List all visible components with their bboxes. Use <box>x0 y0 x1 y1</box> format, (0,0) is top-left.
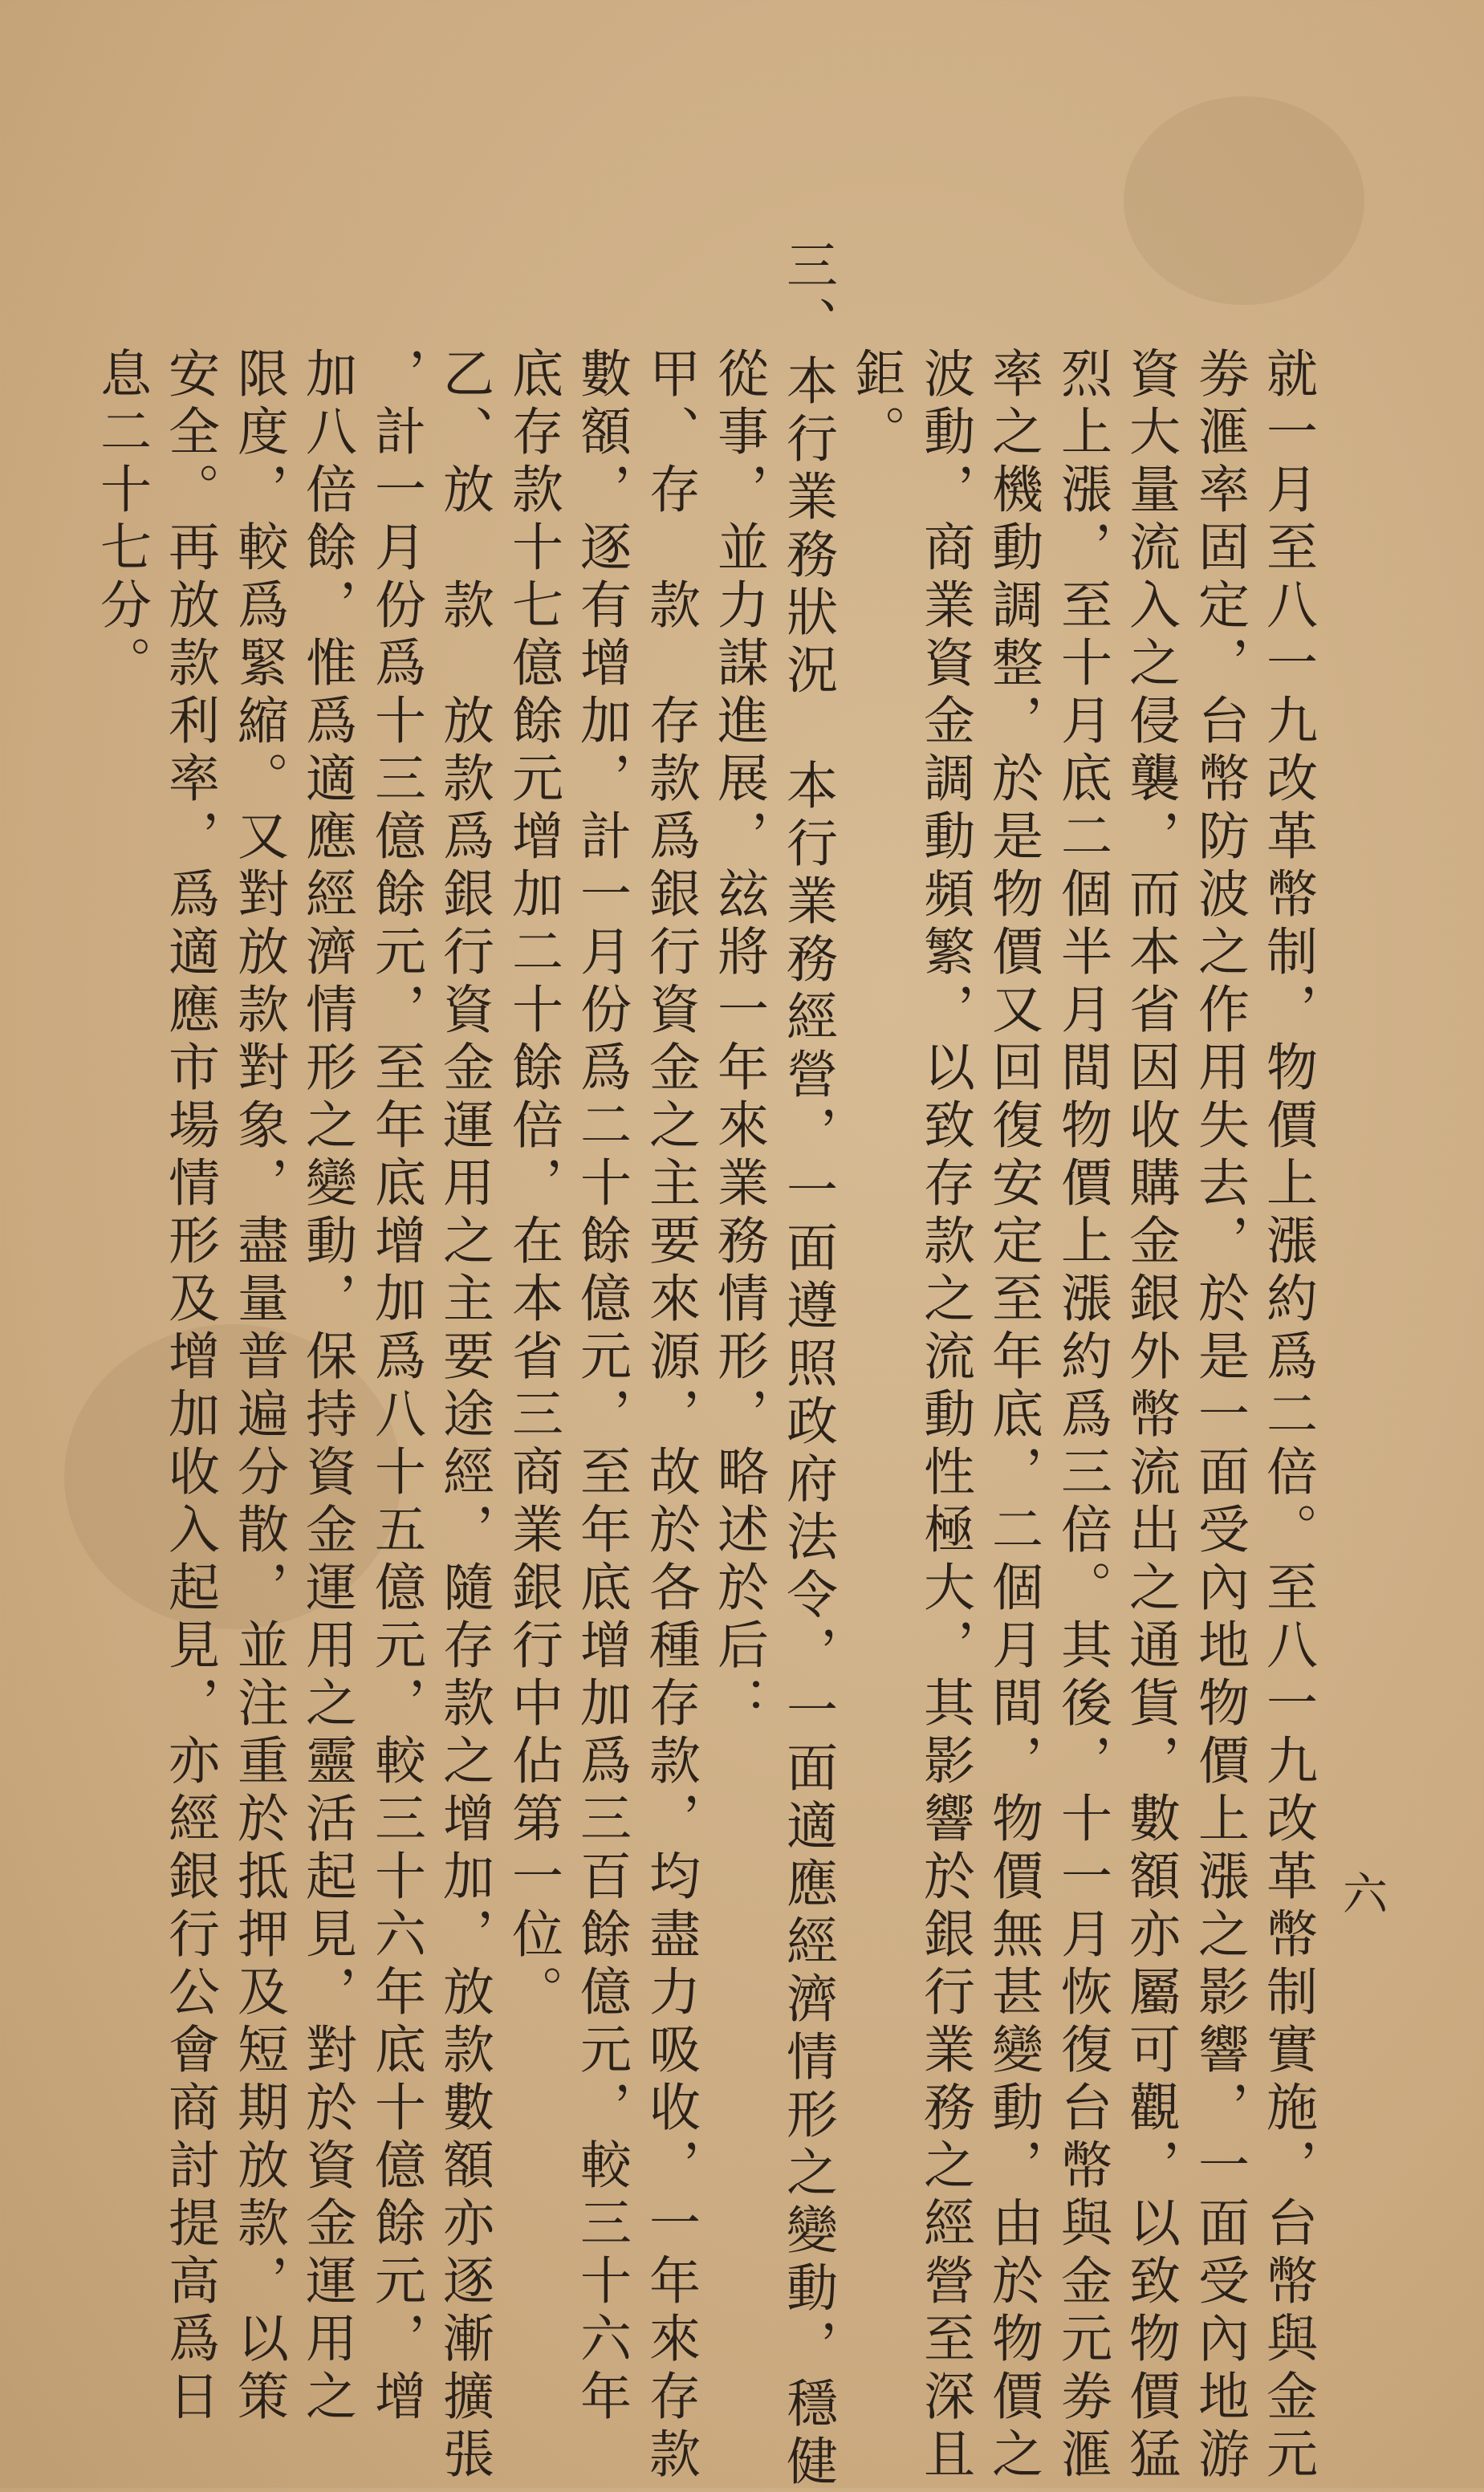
text-column: 波動，商業資金調動頻繁，以致存款之流動性極大，其影響於銀行業務之經營至深且 <box>915 347 974 2485</box>
page-number: 六 <box>1336 1870 1388 1915</box>
text-column: 率之機動調整，於是物價又回復安定至年底，二個月間，物價無甚變動，由於物價之 <box>983 347 1043 2485</box>
text-column: 鉅。 <box>846 347 905 462</box>
text-column: 劵滙率固定，台幣防波之作用失去，於是一面受內地物價上漲之影響，一面受內地游 <box>1189 347 1249 2485</box>
text-column: 數額，逐有增加，計一月份爲二十餘億元，至年底增加爲三百餘億元，較三十六年 <box>571 347 631 2427</box>
text-column: 加八倍餘，惟爲適應經濟情形之變動，保持資金運用之靈活起見，對於資金運用之 <box>297 347 356 2427</box>
text-column: 安全。再放款利率，爲適應市場情形及增加收入起見，亦經銀行公會商討提高爲日 <box>160 347 219 2427</box>
text-column: 就一月至八一九改革幣制，物價上漲約爲二倍。至八一九改革幣制實施，台幣與金元 <box>1258 347 1317 2485</box>
text-column: 烈上漲，至十月底二個半月間物價上漲約爲三倍。其後，十一月恢復台幣與金元劵滙 <box>1052 347 1112 2485</box>
section-heading-column: 三、本行業務狀況 本行業務經營，一面遵照政府法令，一面適應經濟情形之變動，穩健 <box>778 238 837 2492</box>
text-column: 資大量流入之侵襲，而本省因收購金銀外幣流出之通貨，數額亦屬可觀，以致物價猛 <box>1120 347 1180 2485</box>
text-column: 息二十七分。 <box>91 347 151 693</box>
subsection-loans-column: 乙、放 款 放款爲銀行資金運用之主要途經，隨存款之增加，放款數額亦逐漸擴張 <box>434 347 494 2485</box>
text-column: 底存款十七億餘元增加二十餘倍，在本省三商業銀行中佔第一位。 <box>503 347 563 2022</box>
text-column: 限度，較爲緊縮。又對放款對象，盡量普遍分散，並注重於抵押及短期放款，以策 <box>229 347 288 2427</box>
text-column: 從事，並力謀進展，玆將一年來業務情形，略述於后： <box>709 347 768 1734</box>
subsection-deposits-column: 甲、存 款 存款爲銀行資金之主要來源，故於各種存款，均盡力吸收，一年來存款 <box>640 347 700 2485</box>
text-column: ，計一月份爲十三億餘元，至年底增加爲八十五億元，較三十六年底十億餘元，增 <box>366 347 425 2427</box>
paper-stain <box>1124 96 1364 305</box>
